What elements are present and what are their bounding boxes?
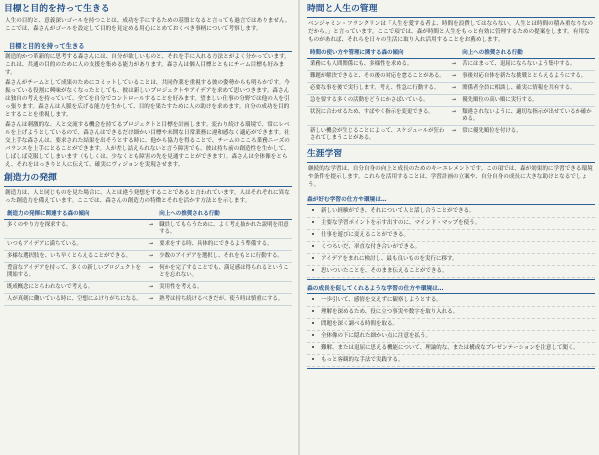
bullet-icon: • bbox=[311, 244, 315, 250]
table-row bbox=[307, 71, 595, 83]
bullet-icon: • bbox=[311, 268, 315, 274]
goals-intro-text: 人生の目的と、意義深いゴールを持つことは、成功を手にするための基盤となると言っても過言ではありません。ここでは、森さんがゴールを設定して目的を見定める用心にとめておくべき事柄について考察します。 bbox=[5, 18, 291, 32]
table-row bbox=[307, 95, 595, 107]
section-title-goals: 目標と目的を持って生きる bbox=[4, 4, 110, 14]
arrow-icon: → bbox=[451, 85, 457, 91]
table-cell-tendency: 急を要する多くの活動をどうにかさばいている。 bbox=[310, 97, 429, 103]
table-cell-action: 関係者全員に相談し、確実に情報を共有する。 bbox=[462, 85, 576, 91]
arrow-icon: → bbox=[451, 109, 457, 115]
time-management-table bbox=[307, 46, 595, 145]
table-cell-tendency: いつもアイデアに満ちている。 bbox=[7, 241, 82, 247]
table-cell-tendency: 人が真剣に働いている時に、空想にふけりがちになる。 bbox=[7, 296, 142, 302]
list-item-text: 思いついたことを、そのまま伝えることができる。 bbox=[321, 268, 448, 274]
table-row bbox=[4, 263, 292, 282]
arrow-icon: → bbox=[451, 97, 457, 103]
list-item-text: 仕事を遊びに変えることができる。 bbox=[321, 232, 410, 238]
table-row bbox=[307, 107, 595, 126]
section-title-lifelong-learning: 生涯学習 bbox=[307, 149, 343, 159]
section-rule bbox=[307, 17, 595, 18]
list-item-text: 一歩引いて、感情を交えずに観察しようとする。 bbox=[321, 297, 442, 303]
list-item bbox=[307, 307, 595, 319]
list-item bbox=[307, 218, 595, 230]
time-col1-header: 時間の使い方や管理に関する森の傾向 bbox=[310, 50, 404, 56]
table-cell-tendency: 難題が解決できると、その後の対応を怠ることがある。 bbox=[310, 73, 445, 79]
table-cell-action: 要求をする時、具体的にできるよう準備する。 bbox=[159, 241, 273, 247]
arrow-icon: → bbox=[148, 265, 154, 271]
goals-paragraph-2: 森さんがチームとして成果のためにコミットしていることは、共同作業を重視する彼の姿勢からも明らかです。今振っている役割に興味がなくなったとしても、彼は新しいプロジェクトやアイデアを求めて思いつきます。森さんは独自の考えを持っていて、全てを自分でコントロールすることを好みます。望ましい仕事の分野では他の人を引っ張ります。森さんは人脈を広げる能力を生かして、目的を果たすために人の助けを求めます。自分の成功を目的とすることを重視します。 bbox=[5, 80, 290, 118]
list-item bbox=[307, 206, 595, 218]
creativity-col1-header: 創造力の発揮に関連する森の傾向 bbox=[7, 211, 90, 217]
arrow-icon: → bbox=[451, 128, 457, 134]
bullet-icon: • bbox=[311, 357, 315, 363]
growth-learning-heading: 森の成長を促してくれるような学習の仕方や環境は… bbox=[307, 286, 444, 292]
bullet-icon: • bbox=[311, 208, 315, 214]
creativity-table-header bbox=[4, 207, 292, 220]
table-cell-tendency: 状況に合わせるため、すばやく指示を変更できる。 bbox=[310, 109, 434, 115]
table-cell-action: 職員してもらうために、よく考え抜かれた説明を用意する。 bbox=[159, 222, 289, 235]
table-cell-action: 何かを完了することでも、満足感は得られるということを忘れない。 bbox=[159, 265, 289, 278]
list-item-text: 新しい経験ができ、それについて人と話し合うことができる。 bbox=[321, 208, 475, 214]
list-item bbox=[307, 230, 595, 242]
table-row bbox=[4, 239, 292, 251]
creativity-table bbox=[4, 207, 292, 306]
table-row bbox=[4, 294, 292, 306]
arrow-icon: → bbox=[148, 241, 154, 247]
table-cell-tendency: 多くのやり方を探求する。 bbox=[7, 222, 72, 228]
creativity-col2-header: 向上への推奨される行動 bbox=[159, 211, 220, 217]
table-row bbox=[4, 282, 292, 294]
arrow-icon: → bbox=[451, 73, 457, 79]
table-cell-tendency: 必要な事を後で実行します。考え、性急に行動する。 bbox=[310, 85, 440, 91]
table-cell-tendency: 新しい機会が生じることによって、スケジュールが狂わされてしまうことがある。 bbox=[310, 128, 445, 141]
table-cell-action: 事後対応自体を新たな挑戦ととらえるようにする。 bbox=[462, 73, 587, 79]
table-cell-action: 実用性を考える。 bbox=[159, 284, 203, 290]
time-col2-header: 向上への推奨される行動 bbox=[462, 50, 523, 56]
goals-paragraph-3: 森さんは刺激的な、人と交流する機会を持てるプロジェクトと目標を計画します。変わり続ける環境で、常にレベルを上げようとしているので、森さんはできるだけ細かい目標や未開な日常業務に違和感なく適応ができます。社交上手な森さんは、要求された結果を出そうとする時に、他から協力を得ることで、チームのこころ業務ニーズのバランスを上手にとることができます。人が差し詰えられないと言う障害でも、彼は持ち前の創造性を生かして、しばしば克服してしまいます（もしくは、少なくとも障害の先を見通すことができます）。森さんは全体像をとらえ、それをはっきりと人に伝えて、確実にヴィジョンを実現させます。 bbox=[5, 122, 290, 168]
list-item-text: 問題を深く調べる時間を取る。 bbox=[321, 321, 399, 327]
preferred-learning-heading: 森が好む学習の仕方や環境は… bbox=[307, 197, 387, 203]
section-rule bbox=[4, 186, 292, 187]
subsection-title-goals: 目標と目的を持って生きる bbox=[4, 38, 292, 52]
list-item bbox=[307, 295, 595, 307]
growth-learning-list bbox=[307, 293, 595, 369]
list-item bbox=[307, 355, 595, 367]
goals-paragraph-1: 創造的かつ革新的に思考する森さんには、自分が欲しいものと、それを手に入れる方法とがよく分かっています。これは、共通の目的のために人の支援を集める能力があります。森さんは個人目標とともにチーム目標も好みます。 bbox=[5, 54, 290, 76]
table-cell-action: 苦にはまって、退屈にならないよう集中する。 bbox=[462, 61, 576, 67]
list-item bbox=[307, 266, 595, 278]
bullet-icon: • bbox=[311, 220, 315, 226]
section-title-time-management: 時間と人生の管理 bbox=[307, 4, 378, 14]
list-item bbox=[307, 331, 595, 343]
bullet-icon: • bbox=[311, 232, 315, 238]
table-row bbox=[4, 220, 292, 239]
table-cell-action: 熟考は持ち続けるべきだが、使う時は慎重にする。 bbox=[159, 296, 284, 302]
table-row bbox=[307, 59, 595, 71]
section-title-creativity: 創造力の発揮 bbox=[4, 173, 57, 183]
list-item bbox=[307, 254, 595, 266]
table-cell-tendency: 既成概念にとらわれないで考える。 bbox=[7, 284, 94, 290]
arrow-icon: → bbox=[148, 296, 154, 302]
learning-intro-text: 継続的な学習は、自分自身の向上と成長のためのキーエレメントです。この項では、森が効果的に学習できる環境や条件を提示します。これらを活用することは、学習計画の立案や、自分自身の成長に大きな助けとなるでしょう。 bbox=[308, 166, 593, 188]
list-item bbox=[307, 319, 595, 331]
table-cell-action: 少数のアイデアを選択し、それをもとに行動する。 bbox=[159, 253, 283, 259]
table-cell-action: 類違されないように、適切な指示が出せているか確かめる。 bbox=[462, 109, 592, 122]
arrow-icon: → bbox=[148, 284, 154, 290]
list-item-text: アイデアをまれに検討し、最も良いものを実行に移す。 bbox=[321, 256, 458, 262]
list-item-text: 主要な学習ポイントを示す出すのに、マインド・マップを使う。 bbox=[321, 220, 481, 226]
section-rule bbox=[307, 162, 595, 163]
list-item-text: 理解を深めるため、役に立つ事実や数字を取り入れる。 bbox=[321, 309, 459, 315]
arrow-icon: → bbox=[148, 253, 154, 259]
table-cell-tendency: 業務にも人間関係にも、多様性を求める。 bbox=[310, 61, 413, 67]
list-item-text: くつろいだ、率直な付き合いができる。 bbox=[321, 244, 421, 250]
bullet-icon: • bbox=[311, 297, 315, 303]
column-divider bbox=[298, 0, 300, 455]
list-item bbox=[307, 343, 595, 355]
list-item bbox=[307, 242, 595, 254]
list-item-text: 難解、または退屈に思える機能について、理論的な、または構成なプレゼンテーションを注意して聞く。 bbox=[321, 345, 579, 351]
bullet-icon: • bbox=[311, 321, 315, 327]
list-item-text: もっと客観的な手法で実践する。 bbox=[321, 357, 404, 363]
list-item-text: 全体像の下に隠れた細かい点に注意を払う。 bbox=[321, 333, 432, 339]
bullet-icon: • bbox=[311, 333, 315, 339]
table-row bbox=[307, 83, 595, 95]
table-cell-action: 常に優先順位を付ける。 bbox=[462, 128, 522, 134]
bullet-icon: • bbox=[311, 345, 315, 351]
time-management-intro-text: ベンジャミン・フランクリンは「人生を愛する者よ、時間を浪費してはならない。人生とは時間の積み重なりなのだから。」と言っています。ここで項では、森が時間と人生をもっと有効に管理するための提案をします。有用なものがあれば、それらを日々の生活に取り入れ活用することをお薦めします。 bbox=[308, 21, 593, 43]
table-row bbox=[4, 251, 292, 263]
right-column bbox=[303, 0, 599, 371]
table-row bbox=[307, 126, 595, 145]
left-column bbox=[0, 0, 296, 309]
bullet-icon: • bbox=[311, 309, 315, 315]
bullet-icon: • bbox=[311, 256, 315, 262]
time-table-header bbox=[307, 46, 595, 59]
creativity-intro-text: 創造力は、人と同じものを見た場合に、人とは違う発想をすることであると言われています。人はそれぞれに異なった創造力を備えています。ここでは、森さんの創造力の特徴とそれを活かす方法とを示します。 bbox=[5, 190, 290, 204]
table-cell-action: 優先順位の高い順に実行する。 bbox=[462, 97, 538, 103]
arrow-icon: → bbox=[148, 222, 154, 228]
table-cell-tendency: 豊富なアイデアを持って、多くの新しいプロジェクトを開始する。 bbox=[7, 265, 142, 278]
table-cell-tendency: 多様な選択肢を、いち早くとらえることができる。 bbox=[7, 253, 131, 259]
arrow-icon: → bbox=[451, 61, 457, 67]
preferred-learning-list bbox=[307, 204, 595, 280]
